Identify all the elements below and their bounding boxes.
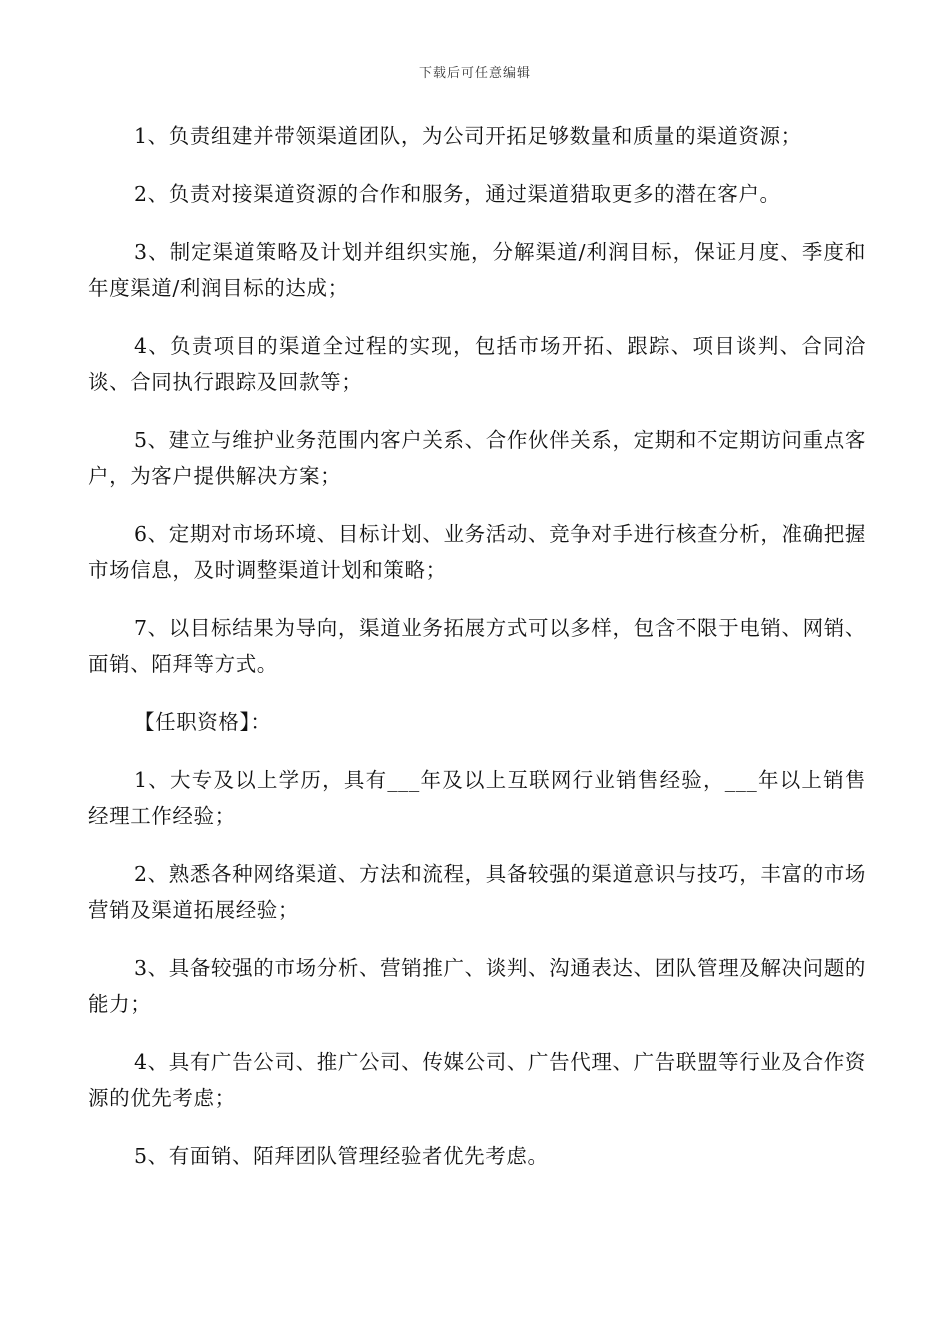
duty-item-3: 3、制定渠道策略及计划并组织实施，分解渠道/利润目标，保证月度、季度和年度渠道/利润目标的达成； — [88, 240, 866, 300]
qualification-item-2: 2、熟悉各种网络渠道、方法和流程，具备较强的渠道意识与技巧，丰富的市场营销及渠道拓展经验； — [88, 862, 866, 922]
duty-item-6: 6、定期对市场环境、目标计划、业务活动、竞争对手进行核查分析，准确把握市场信息，及时调整渠道计划和策略； — [88, 522, 866, 582]
qualification-item-3: 3、具备较强的市场分析、营销推广、谈判、沟通表达、团队管理及解决问题的能力； — [88, 956, 866, 1016]
duty-item-7: 7、以目标结果为导向，渠道业务拓展方式可以多样，包含不限于电销、网销、面销、陌拜等方式。 — [88, 616, 866, 676]
qualification-item-5: 5、有面销、陌拜团队管理经验者优先考虑。 — [134, 1144, 549, 1168]
duty-item-4: 4、负责项目的渠道全过程的实现，包括市场开拓、跟踪、项目谈判、合同洽谈、合同执行跟踪及回款等； — [88, 334, 866, 394]
qualification-item-4: 4、具有广告公司、推广公司、传媒公司、广告代理、广告联盟等行业及合作资源的优先考虑； — [88, 1050, 866, 1110]
document-body — [88, 118, 866, 1196]
duty-item-2: 2、负责对接渠道资源的合作和服务，通过渠道猎取更多的潜在客户。 — [134, 182, 781, 206]
qualification-item-1: 1、大专及以上学历，具有___年及以上互联网行业销售经验，___年以上销售经理工作经验； — [88, 768, 866, 828]
duty-item-5: 5、建立与维护业务范围内客户关系、合作伙伴关系，定期和不定期访问重点客户，为客户提供解决方案； — [88, 428, 866, 488]
page-header-note: 下载后可任意编辑 — [418, 66, 531, 81]
duty-item-1: 1、负责组建并带领渠道团队，为公司开拓足够数量和质量的渠道资源； — [134, 124, 802, 148]
qualifications-heading: 【任职资格】： — [134, 710, 272, 734]
